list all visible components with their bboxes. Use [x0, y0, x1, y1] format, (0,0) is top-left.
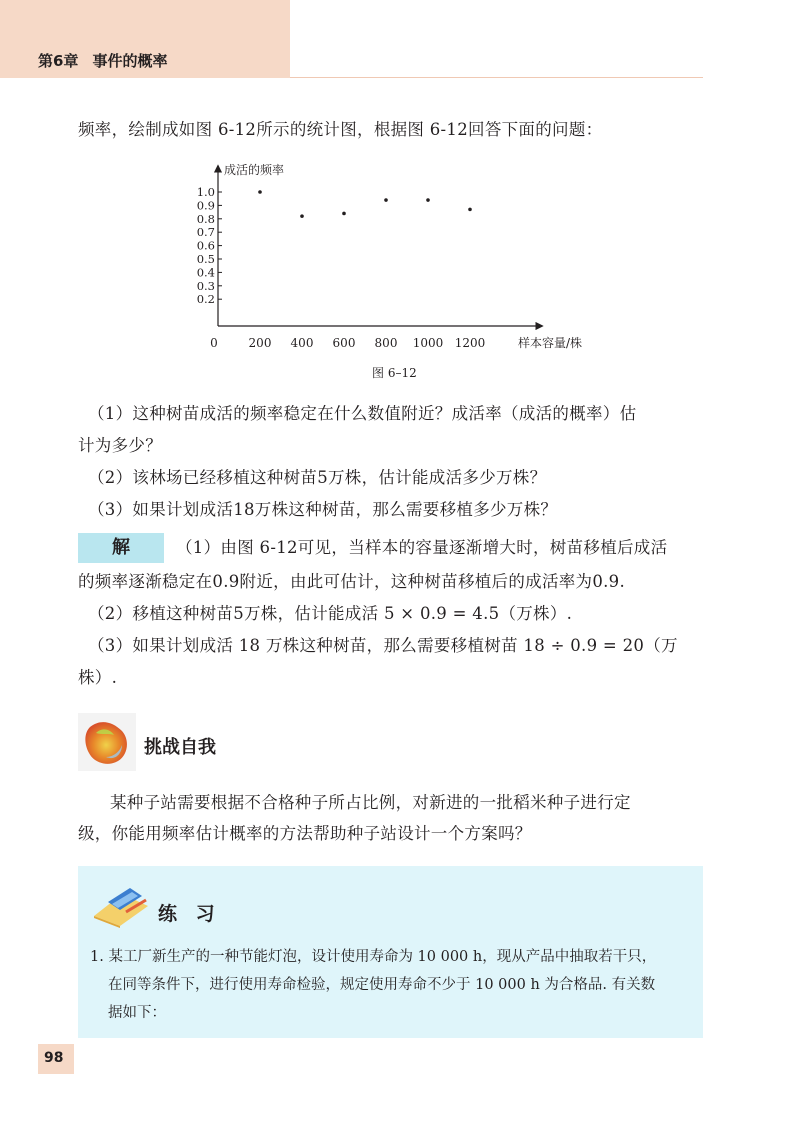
x-tick-label: 800: [374, 336, 398, 350]
y-tick-label: 0.8: [196, 211, 215, 226]
y-tick-label: 0.7: [196, 225, 215, 240]
x-tick-label: 1000: [412, 336, 444, 350]
exercise-icon: [88, 882, 152, 928]
y-tick-label: 0.4: [196, 265, 215, 280]
exercise-line-3: 据如下：: [108, 1005, 166, 1021]
solution-line-4: （3）如果计划成活 18 万株这种树苗，那么需要移植树苗 18 ÷ 0.9 = 20（万: [88, 636, 678, 655]
data-point: [384, 198, 388, 202]
x-tick-label: 0: [210, 336, 218, 350]
challenge-icon: [78, 713, 136, 771]
solution-line-3: （2）移植这种树苗5万株，估计能成活 5 × 0.9 = 4.5（万株）.: [88, 604, 573, 623]
solution-line-1: （1）由图 6-12可见，当样本的容量逐渐增大时，树苗移植后成活: [176, 538, 668, 557]
y-tick-label: 0.9: [196, 198, 215, 213]
chapter-number: 第6章: [38, 52, 79, 70]
data-point: [300, 214, 304, 218]
x-tick-label: 400: [290, 336, 314, 350]
data-point: [342, 212, 346, 216]
y-axis-label: 成活的频率: [224, 163, 285, 177]
y-tick-label: 0.5: [196, 252, 215, 266]
x-axis-label: 样本容量/株: [518, 336, 583, 350]
solution-line-5: 株）.: [78, 668, 118, 687]
x-tick-label: 200: [248, 336, 272, 350]
intro-paragraph: 频率，绘制成如图 6-12所示的统计图，根据图 6-12回答下面的问题：: [78, 120, 603, 139]
exercise-line-2: 在同等条件下，进行使用寿命检验，规定使用寿命不少于 10 000 h 为合格品. 有关数: [108, 977, 656, 993]
question-1: （1）这种树苗成活的频率稳定在什么数值附近？成活率（成活的概率）估: [88, 404, 637, 423]
question-1-cont: 计为多少？: [78, 436, 162, 455]
y-tick-label: 1.0: [196, 185, 215, 199]
y-tick-label: 0.6: [196, 238, 215, 253]
exercise-title: 练 习: [158, 903, 221, 925]
y-tick-label: 0.2: [196, 292, 215, 307]
figure-caption: 图 6–12: [372, 366, 417, 380]
challenge-line-2: 级，你能用频率估计概率的方法帮助种子站设计一个方案吗？: [78, 824, 532, 843]
challenge-title: 挑战自我: [144, 737, 216, 758]
solution-line-2: 的频率逐渐稳定在0.9附近，由此可估计，这种树苗移植后的成活率为0.9.: [78, 572, 626, 591]
scatter-chart: [180, 160, 610, 360]
chapter-header: [38, 50, 167, 71]
x-tick-label: 1200: [454, 336, 486, 350]
question-3: （3）如果计划成活18万株这种树苗，那么需要移植多少万株？: [88, 500, 558, 519]
x-tick-label: 600: [332, 336, 356, 350]
data-point: [258, 190, 262, 194]
chapter-title: 事件的概率: [92, 52, 168, 70]
data-point: [468, 208, 472, 212]
header-rule: [290, 77, 703, 78]
y-tick-label: 0.3: [196, 278, 215, 293]
exercise-line-1: 1. 某工厂新生产的一种节能灯泡，设计使用寿命为 10 000 h，现从产品中抽取若干只，: [90, 949, 657, 965]
question-2: （2）该林场已经移植这种树苗5万株，估计能成活多少万株？: [88, 468, 547, 487]
solution-label: 解: [78, 533, 164, 563]
data-point: [426, 198, 430, 202]
challenge-line-1: 某种子站需要根据不合格种子所占比例，对新进的一批稻米种子进行定: [110, 793, 631, 812]
page-number: 98: [44, 1050, 64, 1066]
